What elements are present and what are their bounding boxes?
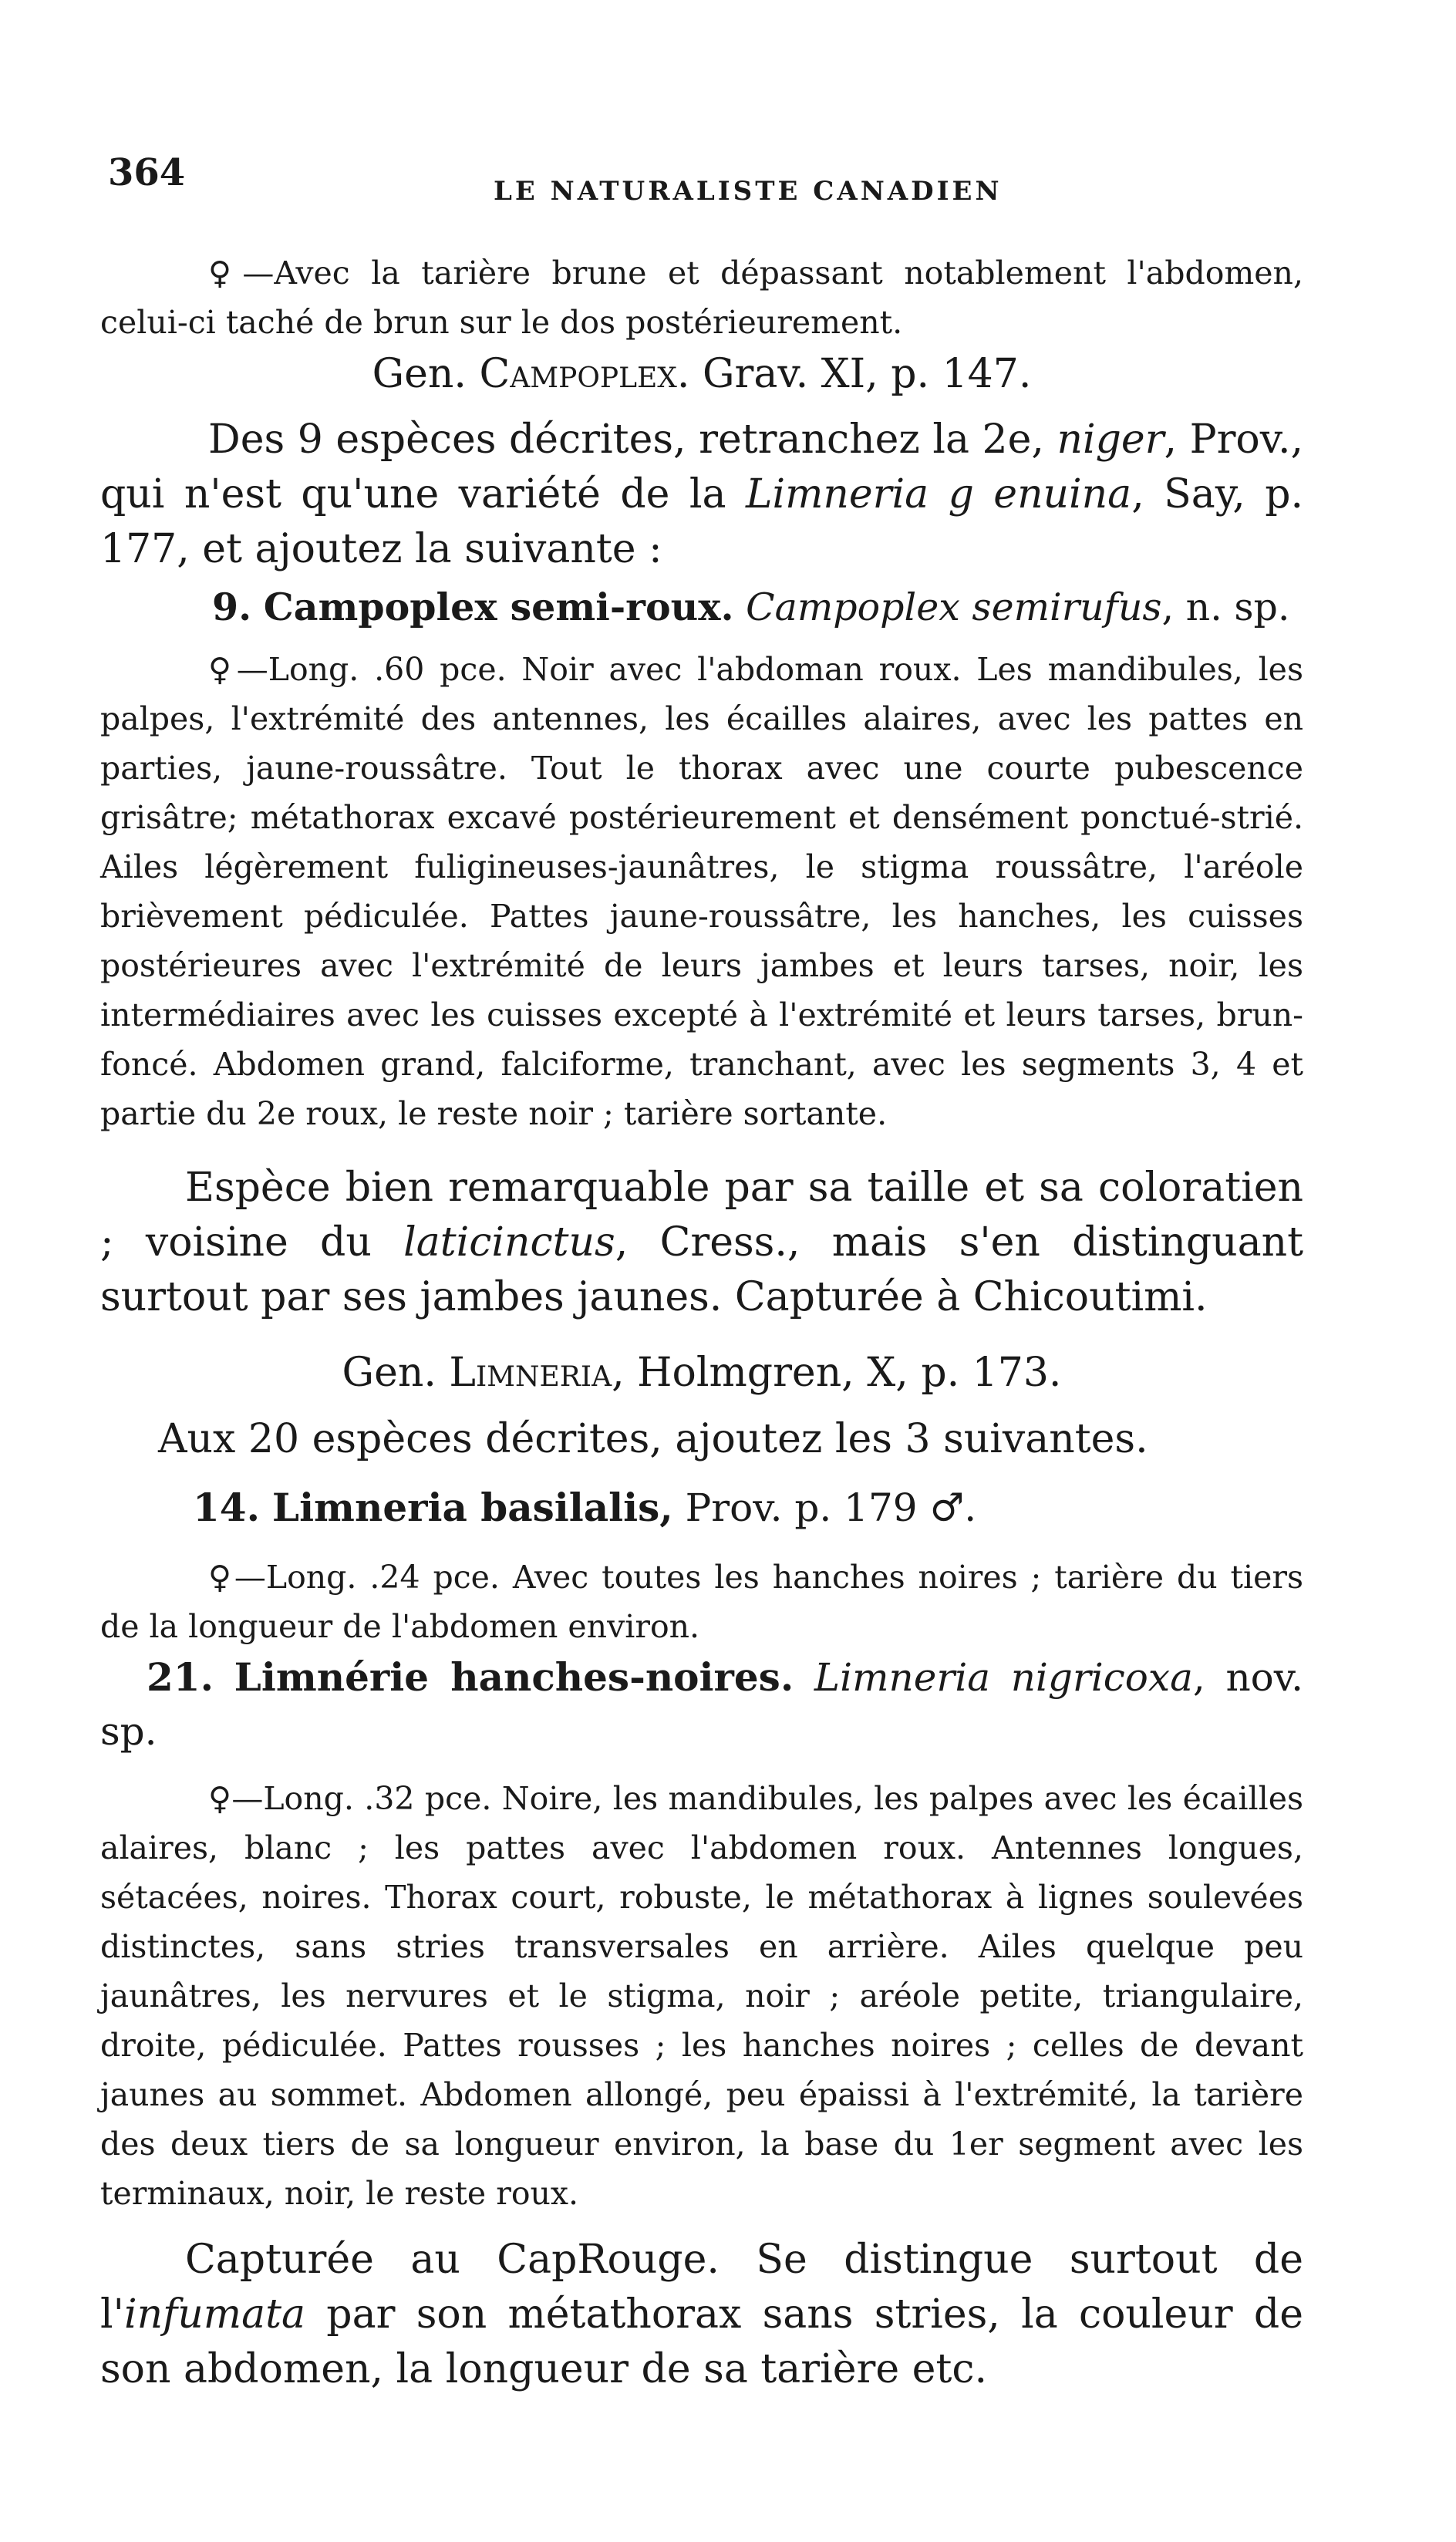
paragraph-species-list-note: Des 9 espèces décrites, retranchez la 2e, niger, Prov., qui n'est qu'une variété de la Limneria g enuina, Say, p. 177, et ajoutez la suivante : — [100, 416, 1304, 572]
genus-name: Campoplex — [479, 351, 677, 397]
species-latin-name: Limneria nigricoxa — [814, 1655, 1193, 1700]
species-common-name: Campoplex semi-roux. — [263, 585, 734, 629]
genus-heading-campoplex — [100, 351, 1303, 397]
running-title: LE NATURALISTE CANADIEN — [494, 176, 1003, 207]
genus-name: Limneria — [449, 1350, 612, 1396]
species-heading-9 — [100, 585, 1303, 629]
species-latin-name: Campoplex semirufus — [746, 585, 1162, 629]
paragraph-nigricoxa-description: ♀—Long. .32 pce. Noire, les mandibules, les palpes avec les écailles alaires, blanc ; les pattes avec l'abdomen roux. Antennes longues, sétacées, noires. Thorax court, robuste, le métathorax à lignes soulevées distinctes, sans stries transversales en arrière. Ailes quelque peu jaunâtres, les nervures et le stigma, noir ; aréole petite, triangulaire, droite, pédiculée. Pattes rousses ; les hanches noires ; celles de devant jaunes au sommet. Abdomen allongé, peu épaissi à l'extrémité, la tarière des deux tiers de sa longueur environ, la base du 1er segment avec les terminaux, noir, le reste roux. — [100, 1780, 1303, 2212]
species-heading-14 — [100, 1485, 1303, 1530]
page-number: 364 — [108, 151, 186, 194]
paragraph-campoplex-description: ♀—Long. .60 pce. Noir avec l'abdoman roux. Les mandibules, les palpes, l'extrémité des antennes, les écailles alaires, avec les pattes en parties, jaune-roussâtre. Tout le thorax avec une courte pubescence grisâtre; métathorax excavé postérieurement et densément ponctué-strié. Ailes légèrement fuligineuses-jaunâtres, le stigma roussâtre, l'aréole brièvement pédiculée. Pattes jaune-roussâtre, les hanches, les cuisses postérieures avec l'extrémité de leurs jambes et leurs tarses, noir, les intermédiaires avec les cuisses excepté à l'extrémité et leurs tarses, brun-foncé. Abdomen grand, falciforme, tranchant, avec les segments 3, 4 et partie du 2e roux, le reste noir ; tarière sortante. — [100, 651, 1303, 1132]
species-number: 9. — [212, 585, 252, 629]
genus-heading-limneria — [100, 1350, 1303, 1396]
paragraph-basilalis-description: ♀—Long. .24 pce. Avec toutes les hanches noires ; tarière du tiers de la longueur de l'abdomen environ. — [100, 1559, 1303, 1645]
paragraph-nigricoxa-remarks: Capturée au CapRouge. Se distingue surtout de l'infumata par son métathorax sans stries, la couleur de son abdomen, la longueur de sa tarière etc. — [100, 2237, 1303, 2392]
species-number: 21. — [147, 1654, 214, 1700]
genus-reference: . Grav. XI, p. 147. — [676, 351, 1032, 397]
species-common-name: Limneria basilalis, — [271, 1485, 673, 1530]
genus-prefix: Gen. — [372, 351, 467, 397]
species-common-name: Limnérie hanches-noires. — [234, 1654, 794, 1700]
genus-reference: , Holmgren, X, p. 173. — [612, 1350, 1062, 1396]
paragraph-campoplex-remarks: Espèce bien remarquable par sa taille et sa coloratien ; voisine du laticinctus, Cress., mais s'en distinguant surtout par ses jambes jaunes. Capturée à Chicoutimi. — [100, 1165, 1304, 1320]
species-tail: Prov. p. 179 ♂. — [672, 1485, 977, 1530]
species-heading-21 — [100, 1650, 1303, 1758]
species-number: 14. — [193, 1485, 260, 1530]
species-tail: , n. sp. — [1161, 585, 1290, 629]
paragraph-female-description: ♀—Avec la tarière brune et dépassant notablement l'abdomen, celui-ci taché de brun sur le dos postérieurement. — [100, 255, 1303, 341]
species-tail: , nov. sp. — [100, 1655, 1303, 1754]
paragraph-limneria-count: Aux 20 espèces décrites, ajoutez les 3 suivantes. — [158, 1416, 1148, 1462]
genus-prefix: Gen. — [342, 1350, 436, 1396]
